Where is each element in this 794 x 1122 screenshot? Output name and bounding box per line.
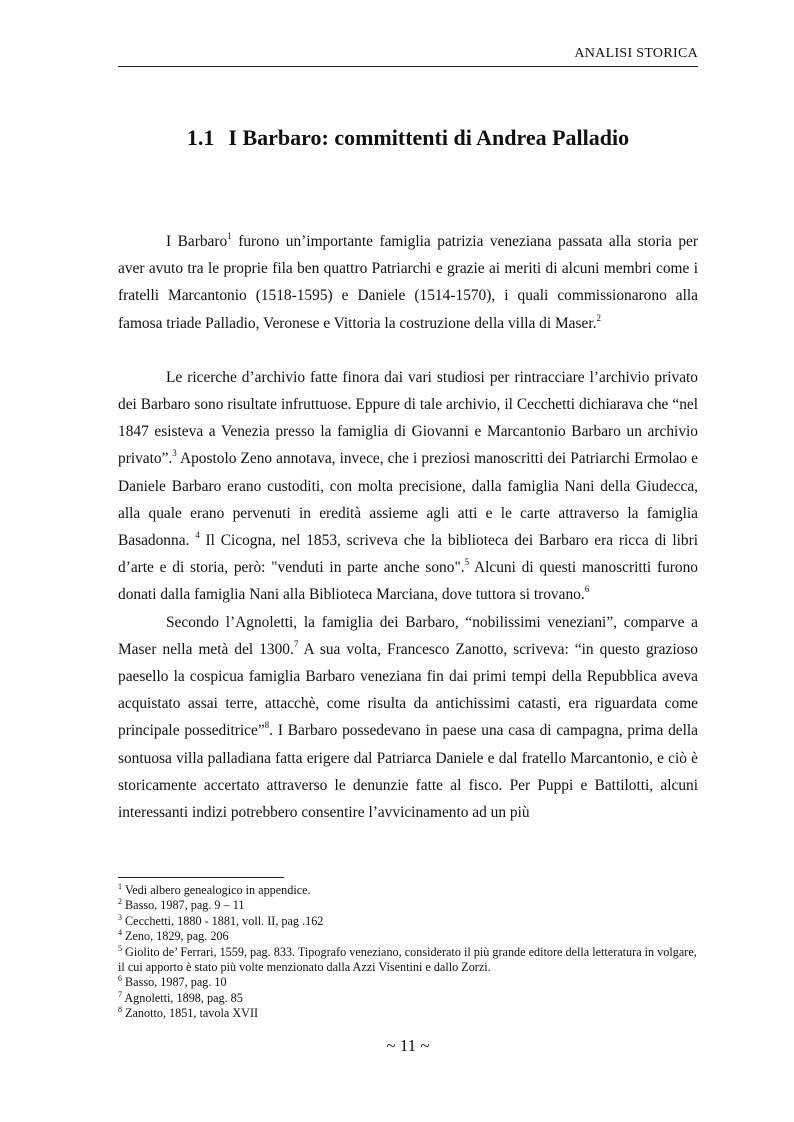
footnote-4 bbox=[118, 929, 698, 944]
page-number: ~ 11 ~ bbox=[386, 1036, 430, 1055]
paragraph-text: furono un’importante famiglia patrizia veneziana passata alla storia per aver avuto tra le proprie fila ben quattro Patriarchi e grazie ai meriti di alcuni membri come i fratelli Marcantonio (1518-1595) e Daniele (1514-1570), i quali commissionarono alla famosa triade Palladio, Veronese e Vittoria la costruzione della villa di Maser. bbox=[118, 233, 699, 332]
footnote-8 bbox=[118, 1006, 698, 1021]
paragraph-text: Alcuni di questi manoscritti furono donati dalla famiglia Nani alla Biblioteca Marciana, dove tuttora si trovano. bbox=[118, 559, 698, 604]
paragraph-text: . I Barbaro possedevano in paese una casa di campagna, prima della sontuosa villa palladiana fatta erigere dal Patriarca Daniele e dal fratello Marcantonio, e ciò è storicamente accertato attraverso le denunzie fatte al fisco. Per Puppi e Battilotti, alcuni interessanti indizi potrebbero consentire l’avvicinamento ad un più bbox=[118, 722, 698, 822]
body-text bbox=[118, 228, 698, 826]
footnote-number: 7 bbox=[118, 989, 122, 999]
footnote-marker: 2 bbox=[596, 312, 601, 323]
footnote-3 bbox=[118, 914, 698, 929]
paragraph-3 bbox=[118, 609, 698, 827]
footnote-number: 4 bbox=[118, 928, 122, 938]
footnote-text: Cecchetti, 1880 - 1881, voll. II, pag .162 bbox=[122, 913, 324, 928]
paragraph-text: I Barbaro bbox=[166, 233, 228, 250]
footnote-text: Zanotto, 1851, tavola XVII bbox=[122, 1006, 259, 1021]
paragraph-text: A sua volta, Francesco Zanotto, scriveva: “in questo grazioso paesello la cospicua famiglia Barbaro veneziana fin dai primi tempi della Repubblica aveva acquistato assai terre, attacchè, come risulta da antichissimi catasti, era riguardata come principale posseditrice” bbox=[118, 640, 698, 740]
footnote-number: 5 bbox=[118, 943, 122, 953]
footnote-marker: 4 bbox=[195, 530, 200, 541]
footnote-marker: 6 bbox=[584, 584, 590, 595]
paragraph-1 bbox=[118, 228, 698, 337]
footnote-1 bbox=[118, 883, 698, 898]
footnote-7 bbox=[118, 991, 698, 1006]
footnote-marker: 5 bbox=[464, 557, 470, 568]
paragraph-text: Apostolo Zeno annotava, invece, che i preziosi manoscritti dei Patriarchi Ermolao e Daniele Barbaro erano custoditi, con molta precisione, dalla famiglia Nani della Giudecca, alla quale erano pervenuti in eredità assieme agli atti e le carte attraverso la famiglia Basadonna. bbox=[118, 450, 698, 550]
footnote-number: 6 bbox=[118, 974, 122, 984]
footnote-marker: 1 bbox=[227, 231, 232, 241]
footnotes bbox=[118, 883, 698, 1022]
footnote-text: Vedi albero genealogico in appendice. bbox=[122, 883, 311, 897]
footnote-text: Basso, 1987, pag. 9 – 11 bbox=[122, 898, 245, 913]
running-header: ANALISI STORICA bbox=[574, 46, 698, 61]
chapter-title bbox=[118, 125, 698, 151]
chapter-number: 1.1 bbox=[186, 125, 215, 150]
paragraph-text: Il Cicogna, nel 1853, scriveva che la biblioteca dei Barbaro era ricca di libri d’arte e di storia, però: "venduti in parte anche sono". bbox=[118, 532, 698, 577]
footnote-number: 2 bbox=[118, 897, 122, 907]
footnote-marker: 8 bbox=[264, 720, 270, 731]
footnote-number: 3 bbox=[118, 912, 122, 922]
footnote-2 bbox=[118, 898, 698, 913]
footnote-number: 8 bbox=[118, 1005, 122, 1015]
footnote-rule bbox=[118, 877, 284, 878]
paragraph-text: Secondo l’Agnoletti, la famiglia dei Barbaro, “nobilissimi veneziani”, comparve a Maser nella metà del 1300. bbox=[118, 613, 698, 658]
chapter-title-text: I Barbaro: committenti di Andrea Palladio bbox=[228, 125, 630, 150]
footnote-text: Basso, 1987, pag. 10 bbox=[122, 975, 227, 990]
footnote-text: Agnoletti, 1898, pag. 85 bbox=[122, 990, 243, 1005]
header-rule bbox=[118, 66, 698, 67]
paragraph-text: Le ricerche d’archivio fatte finora dai vari studiosi per rintracciare l’archivio privato dei Barbaro sono risultate infruttuose. Eppure di tale archivio, il Cecchetti dichiarava che “nel 1847 esisteva a Venezia presso la famiglia di Giovanni e Marcantonio Barbaro un archivio privato”. bbox=[118, 368, 698, 468]
footnote-number: 1 bbox=[118, 882, 122, 891]
paragraph-2 bbox=[118, 364, 698, 609]
footnote-5 bbox=[118, 945, 698, 976]
footnote-text: Giolito de’ Ferrari, 1559, pag. 833. Tipografo veneziano, considerato il più grande editore della letteratura in volgare, il cui apporto è stato più volte menzionato dalla Azzi Visentini e dallo Zorzi. bbox=[118, 944, 697, 975]
footnote-6 bbox=[118, 975, 698, 990]
footnote-marker: 7 bbox=[293, 638, 299, 649]
footnote-marker: 3 bbox=[172, 448, 177, 459]
footnote-text: Zeno, 1829, pag. 206 bbox=[122, 929, 229, 944]
